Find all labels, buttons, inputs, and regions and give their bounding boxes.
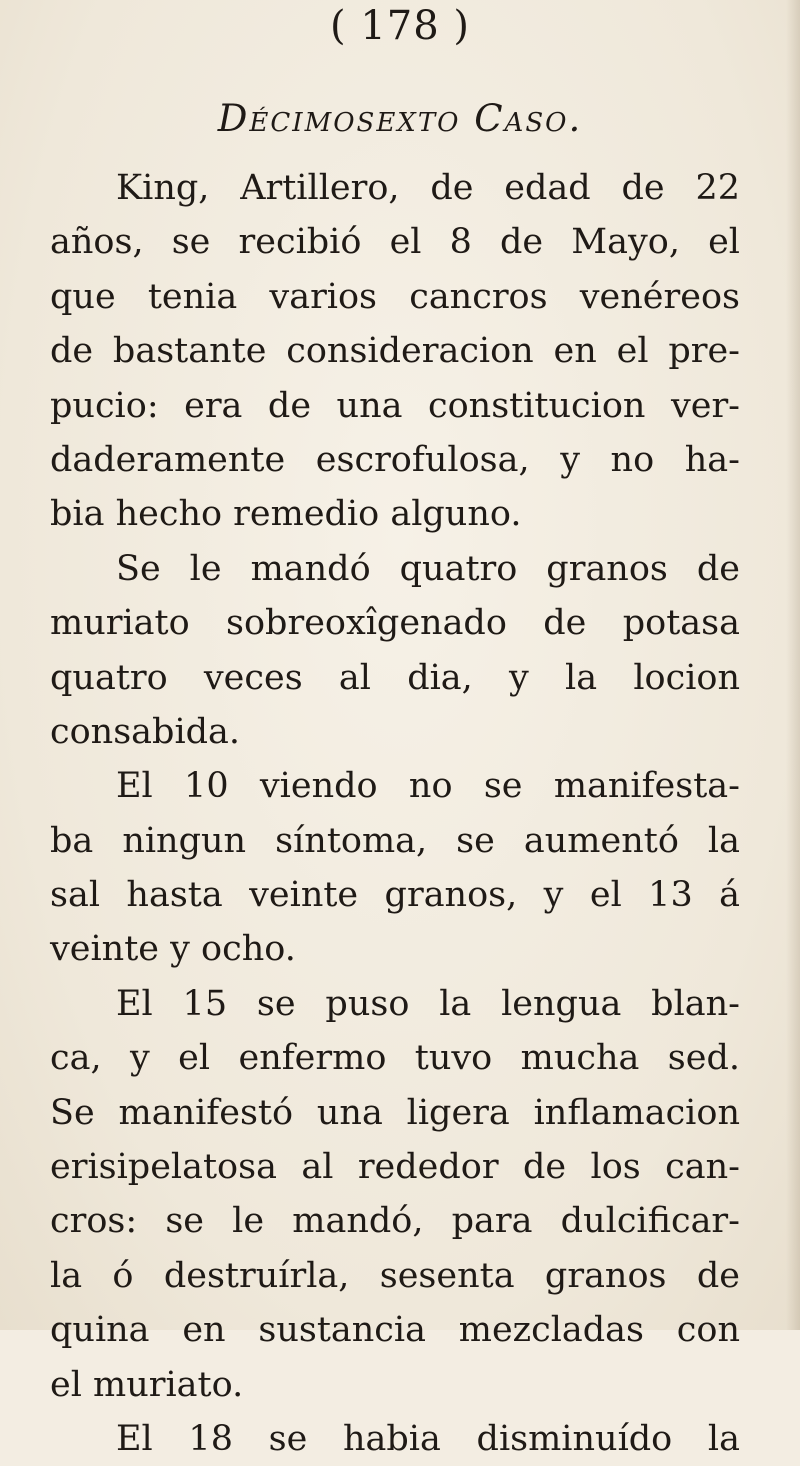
text-line: ba ningun síntoma, se aumentó la: [50, 820, 740, 861]
text-line: bia hecho remedio alguno.: [50, 494, 522, 535]
body-text: [50, 161, 740, 1466]
text-line: El 15 se puso la lengua blan-: [116, 983, 740, 1024]
text-line: el muriato.: [50, 1364, 244, 1405]
text-line: quina en sustancia mezcladas con: [50, 1310, 740, 1351]
text-line: sal hasta veinte granos, y el 13 á: [50, 875, 740, 916]
text-line: El 18 se habia disminuído la: [116, 1418, 740, 1459]
text-line: El 10 viendo no se manifesta-: [116, 766, 740, 807]
text-line: años, se recibió el 8 de Mayo, el: [50, 222, 740, 263]
text-line: veinte y ocho.: [50, 929, 296, 970]
text-line: de bastante consideracion en el pre-: [50, 331, 740, 372]
text-line: muriato sobreoxîgenado de potasa: [50, 603, 740, 644]
page-number: ( 178 ): [330, 3, 470, 49]
text-line: erisipelatosa al rededor de los can-: [50, 1147, 740, 1188]
text-line: King, Artillero, de edad de 22: [116, 168, 740, 208]
section-heading: [0, 96, 800, 142]
text-line: cros: se le mandó, para dulcificar-: [50, 1201, 740, 1242]
text-line: ca, y el enfermo tuvo mucha sed.: [50, 1038, 740, 1079]
text-line: consabida.: [50, 711, 241, 752]
text-line: que tenia varios cancros venéreos: [50, 276, 740, 317]
text-line: la ó destruírla, sesenta granos de: [50, 1255, 740, 1296]
text-line: Se le mandó quatro granos de: [116, 548, 740, 589]
text-line: quatro veces al dia, y la locion: [50, 657, 740, 698]
text-line: Se manifestó una ligera inflamacion: [50, 1092, 740, 1133]
page-edge-shadow: [786, 0, 800, 1330]
section-heading-text: Décimosexto Caso.: [217, 97, 583, 140]
text-line: pucio: era de una constitucion ver-: [50, 385, 740, 426]
text-line: daderamente escrofulosa, y no ha-: [50, 439, 740, 480]
